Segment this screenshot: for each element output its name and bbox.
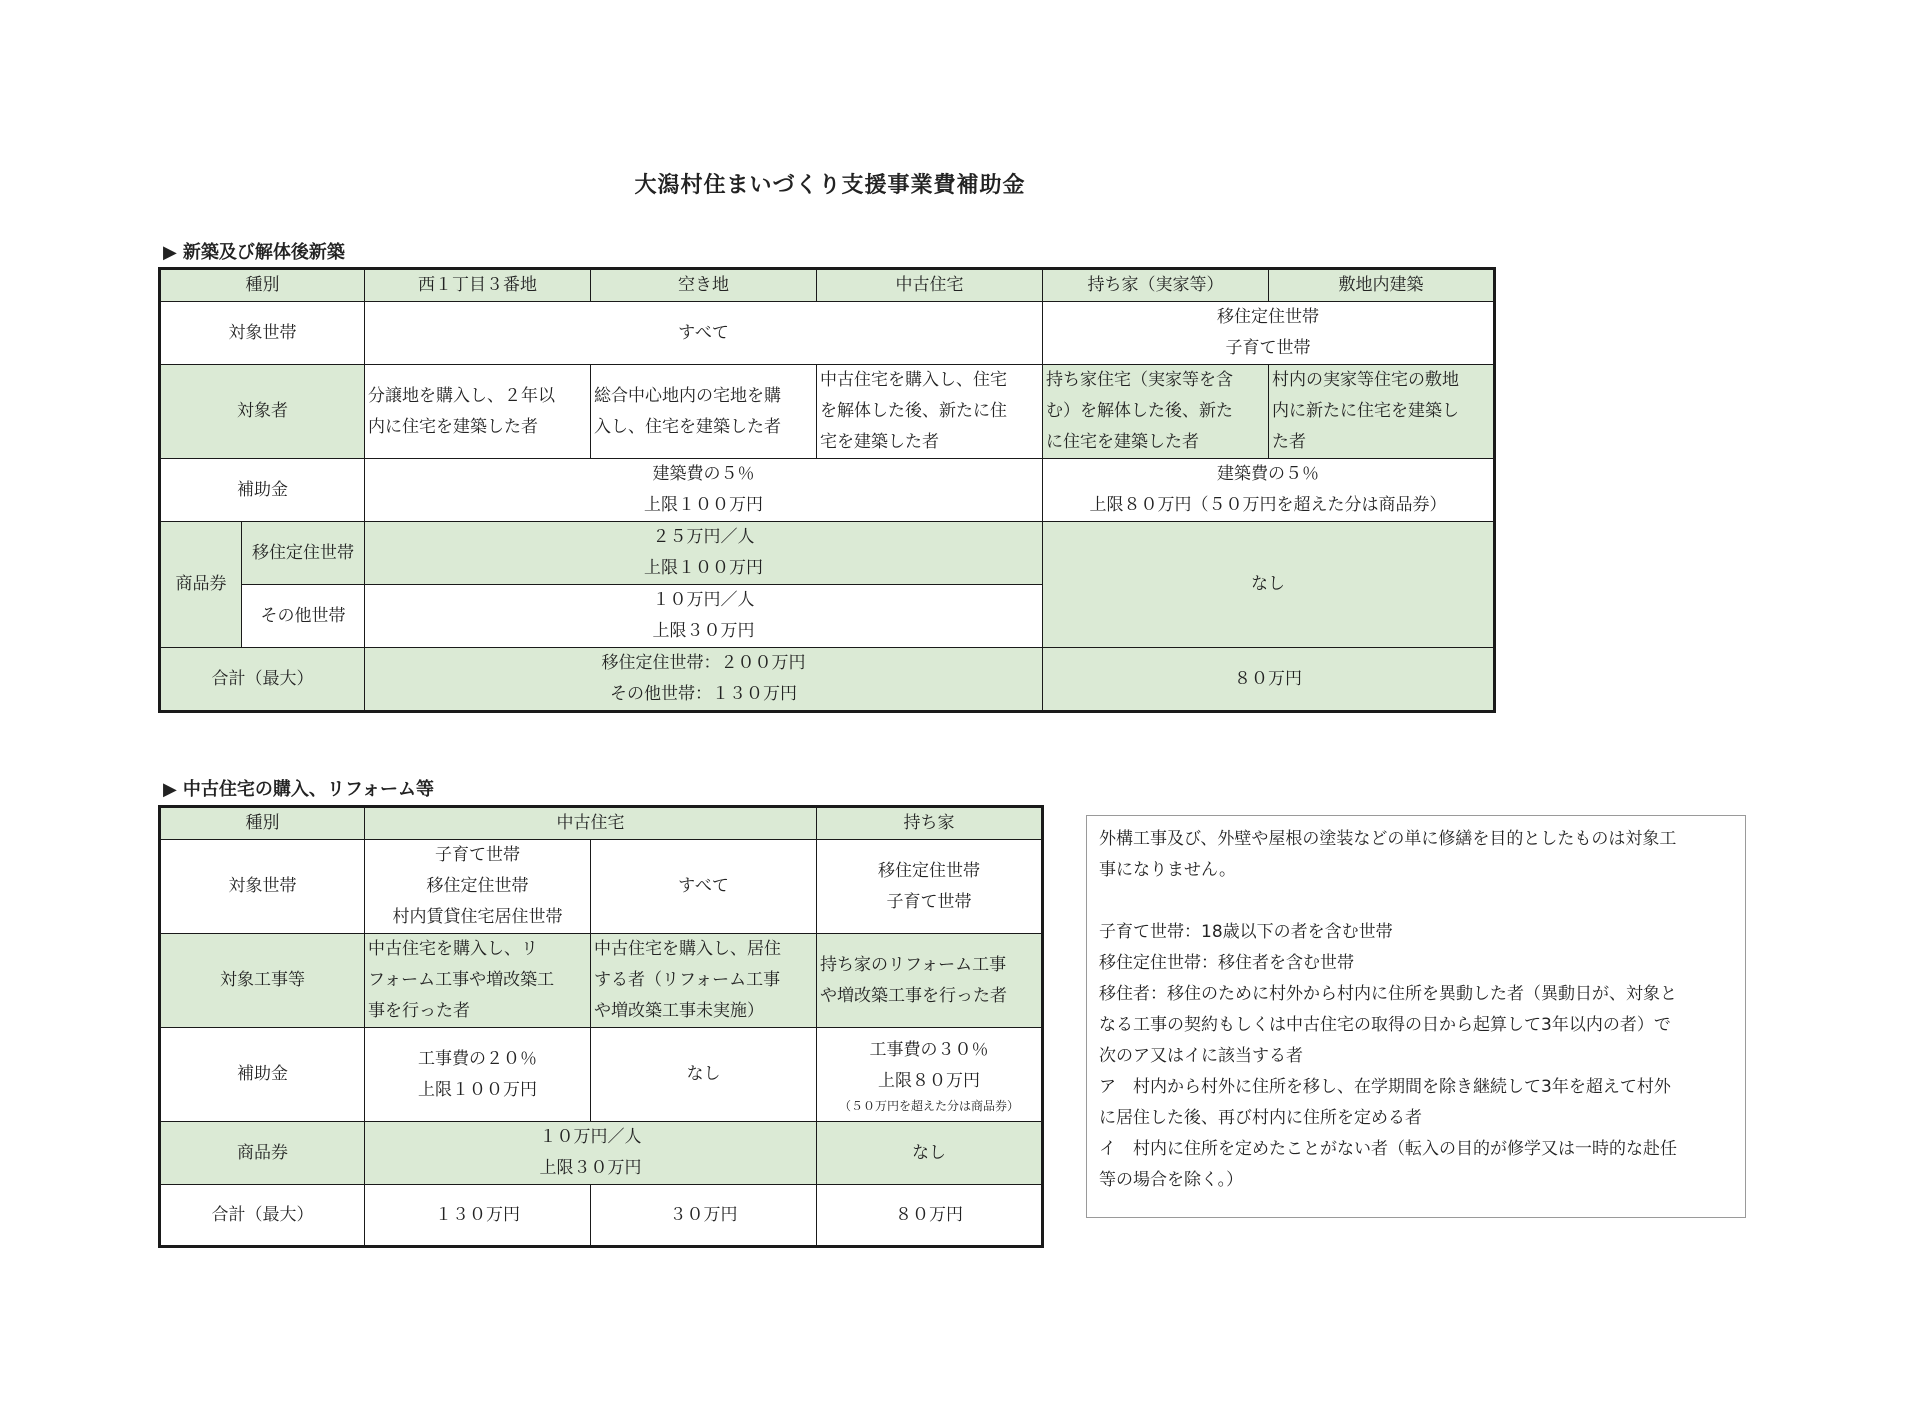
note-line: イ 村内に住所を定めたことがない者（転入の目的が修学又は一時的な赴任 <box>1099 1139 1677 1159</box>
table-cell <box>365 934 591 1028</box>
cell-line: 工事費の３０％ <box>869 1039 989 1060</box>
cell-line: 村内賃貸住宅居住世帯 <box>392 907 563 927</box>
table-cell <box>365 585 1043 648</box>
table-row <box>160 459 1495 522</box>
table-cell <box>365 1122 817 1185</box>
table-cell <box>817 934 1043 1028</box>
cell-line: 上限８０万円（５０万円を超えた分は商品券） <box>1089 495 1447 515</box>
header-cell: 空き地 <box>591 269 817 302</box>
table-cell: ８０万円 <box>817 1185 1043 1247</box>
triangle-right-icon: ▶ <box>163 242 177 263</box>
table-cell <box>365 522 1043 585</box>
table-cell <box>1269 365 1495 459</box>
section-heading-text: 中古住宅の購入、リフォーム等 <box>182 779 434 800</box>
note-line: ア 村内から村外に住所を移し、在学期間を除き継続して3年を超えて村外 <box>1099 1077 1671 1097</box>
row-sublabel: 移住定住世帯 <box>242 522 365 585</box>
section-heading-new-build <box>163 238 345 264</box>
header-cell: 持ち家 <box>817 807 1043 840</box>
row-label: 合計（最大） <box>160 1185 365 1247</box>
table-cell <box>591 365 817 459</box>
cell-line: や増改築工事を行った者 <box>820 985 1007 1006</box>
table-row <box>160 365 1495 459</box>
cell-line: 移住定住世帯 <box>426 876 529 896</box>
cell-line: 中古住宅を購入し、住宅 <box>820 370 1007 390</box>
table-row <box>160 302 1495 365</box>
table-cell <box>365 840 591 934</box>
cell-line: フォーム工事や増改築工 <box>368 970 555 990</box>
cell-line: 宅を建築した者 <box>820 432 939 452</box>
header-cell: 西１丁目３番地 <box>365 269 591 302</box>
cell-line: 村内の実家等住宅の敷地 <box>1272 370 1459 390</box>
note-line: 事になりません。 <box>1099 860 1237 880</box>
cell-line: む）を解体した後、新た <box>1046 401 1233 421</box>
table-row <box>160 934 1043 1028</box>
table-cell: すべて <box>365 302 1043 365</box>
table-cell: なし <box>591 1028 817 1122</box>
cell-line: 移住定住世帯 <box>1217 307 1319 327</box>
row-sublabel: その他世帯 <box>242 585 365 648</box>
table-cell <box>365 459 1043 522</box>
table-cell <box>1043 302 1495 365</box>
table-row <box>160 648 1495 712</box>
table-row <box>160 840 1043 934</box>
page-title: 大潟村住まいづくり支援事業費補助金 <box>634 173 1026 198</box>
note-line: なる工事の契約もしくは中古住宅の取得の日から起算して3年以内の者）で <box>1099 1015 1671 1035</box>
row-label: 補助金 <box>160 459 365 522</box>
table-cell <box>817 840 1043 934</box>
cell-line: 上限８０万円 <box>878 1070 980 1091</box>
cell-note: （５０万円を超えた分は商品券） <box>838 1098 1019 1113</box>
cell-line: 内に住宅を建築した者 <box>368 416 538 437</box>
table-cell <box>365 365 591 459</box>
cell-line: 工事費の２０％ <box>418 1048 537 1069</box>
table-cell <box>817 365 1043 459</box>
header-cell: 持ち家（実家等） <box>1043 269 1269 302</box>
cell-line: 移住定住世帯 <box>878 860 980 881</box>
table-cell: すべて <box>591 840 817 934</box>
table-cell: １３０万円 <box>365 1185 591 1247</box>
table-cell: ８０万円 <box>1043 648 1495 712</box>
cell-line: た者 <box>1272 432 1306 452</box>
cell-line: 持ち家のリフォーム工事 <box>820 954 1007 975</box>
cell-line: 上限１００万円 <box>418 1079 537 1100</box>
cell-line: を解体した後、新たに住 <box>820 401 1007 421</box>
cell-line: 移住定住世帯：２００万円 <box>601 653 806 673</box>
row-label: 対象世帯 <box>160 840 365 934</box>
row-label: 商品券 <box>160 522 242 648</box>
cell-line: 子育て世帯 <box>886 891 972 912</box>
table-cell <box>365 1028 591 1122</box>
triangle-right-icon: ▶ <box>163 779 177 800</box>
note-line: 移住定住世帯：移住者を含む世帯 <box>1099 953 1354 973</box>
cell-line: 建築費の５％ <box>652 464 755 484</box>
row-label: 対象世帯 <box>160 302 365 365</box>
note-line: 次のア又はイに該当する者 <box>1099 1046 1303 1066</box>
cell-line: 持ち家住宅（実家等を含 <box>1046 370 1233 390</box>
header-cell: 種別 <box>160 807 365 840</box>
table-cell: ３０万円 <box>591 1185 817 1247</box>
table-cell: なし <box>1043 522 1495 648</box>
used-house-table <box>158 805 1044 1248</box>
row-label: 補助金 <box>160 1028 365 1122</box>
cell-line: 中古住宅を購入し、リ <box>368 939 538 959</box>
table-cell <box>365 648 1043 712</box>
cell-line: 事を行った者 <box>368 1001 470 1021</box>
cell-line: や増改築工事未実施） <box>594 1001 764 1021</box>
table-cell <box>817 1028 1043 1122</box>
cell-line: する者（リフォーム工事 <box>594 970 781 990</box>
cell-line: １０万円／人 <box>539 1127 642 1147</box>
new-build-table <box>158 267 1496 713</box>
cell-line: 上限３０万円 <box>652 621 755 641</box>
header-cell: 敷地内建築 <box>1269 269 1495 302</box>
note-line: 移住者：移住のために村外から村内に住所を異動した者（異動日が、対象と <box>1099 984 1677 1004</box>
table-row <box>160 1028 1043 1122</box>
table-row <box>160 1185 1043 1247</box>
cell-line: 子育て世帯 <box>435 845 520 865</box>
cell-line: 中古住宅を購入し、居住 <box>594 939 781 959</box>
note-line: 等の場合を除く。） <box>1099 1170 1244 1190</box>
header-cell: 中古住宅 <box>365 807 817 840</box>
cell-line: 子育て世帯 <box>1225 338 1311 358</box>
table-row <box>160 522 1495 585</box>
table-cell <box>1043 459 1495 522</box>
cell-line: 総合中心地内の宅地を購 <box>594 385 781 406</box>
cell-line: ２５万円／人 <box>652 527 755 547</box>
notes-box <box>1086 815 1746 1218</box>
cell-line: 内に新たに住宅を建築し <box>1272 401 1459 421</box>
table-cell <box>1043 365 1269 459</box>
cell-line: 入し、住宅を建築した者 <box>594 416 781 437</box>
note-line: 子育て世帯：18歳以下の者を含む世帯 <box>1099 922 1393 942</box>
row-label: 商品券 <box>160 1122 365 1185</box>
cell-line: 上限３０万円 <box>539 1158 642 1178</box>
cell-line: 建築費の５％ <box>1217 464 1319 484</box>
table-header-row <box>160 807 1043 840</box>
table-cell: なし <box>817 1122 1043 1185</box>
cell-line: その他世帯：１３０万円 <box>610 684 797 704</box>
cell-line: 分譲地を購入し、２年以 <box>368 385 555 406</box>
note-line: に居住した後、再び村内に住所を定める者 <box>1099 1108 1422 1128</box>
note-line: 外構工事及び、外壁や屋根の塗装などの単に修繕を目的としたものは対象工 <box>1099 829 1677 849</box>
note-spacer <box>1099 886 1733 917</box>
section-heading-text: 新築及び解体後新築 <box>182 242 345 263</box>
header-cell: 種別 <box>160 269 365 302</box>
cell-line: に住宅を建築した者 <box>1046 432 1199 452</box>
section-heading-used-house <box>163 775 434 801</box>
header-cell: 中古住宅 <box>817 269 1043 302</box>
row-label: 合計（最大） <box>160 648 365 712</box>
row-label: 対象工事等 <box>160 934 365 1028</box>
cell-line: 上限１００万円 <box>644 495 763 515</box>
table-cell <box>591 934 817 1028</box>
table-header-row <box>160 269 1495 302</box>
row-label: 対象者 <box>160 365 365 459</box>
table-row <box>160 1122 1043 1185</box>
cell-line: １０万円／人 <box>652 590 755 610</box>
cell-line: 上限１００万円 <box>644 558 763 578</box>
